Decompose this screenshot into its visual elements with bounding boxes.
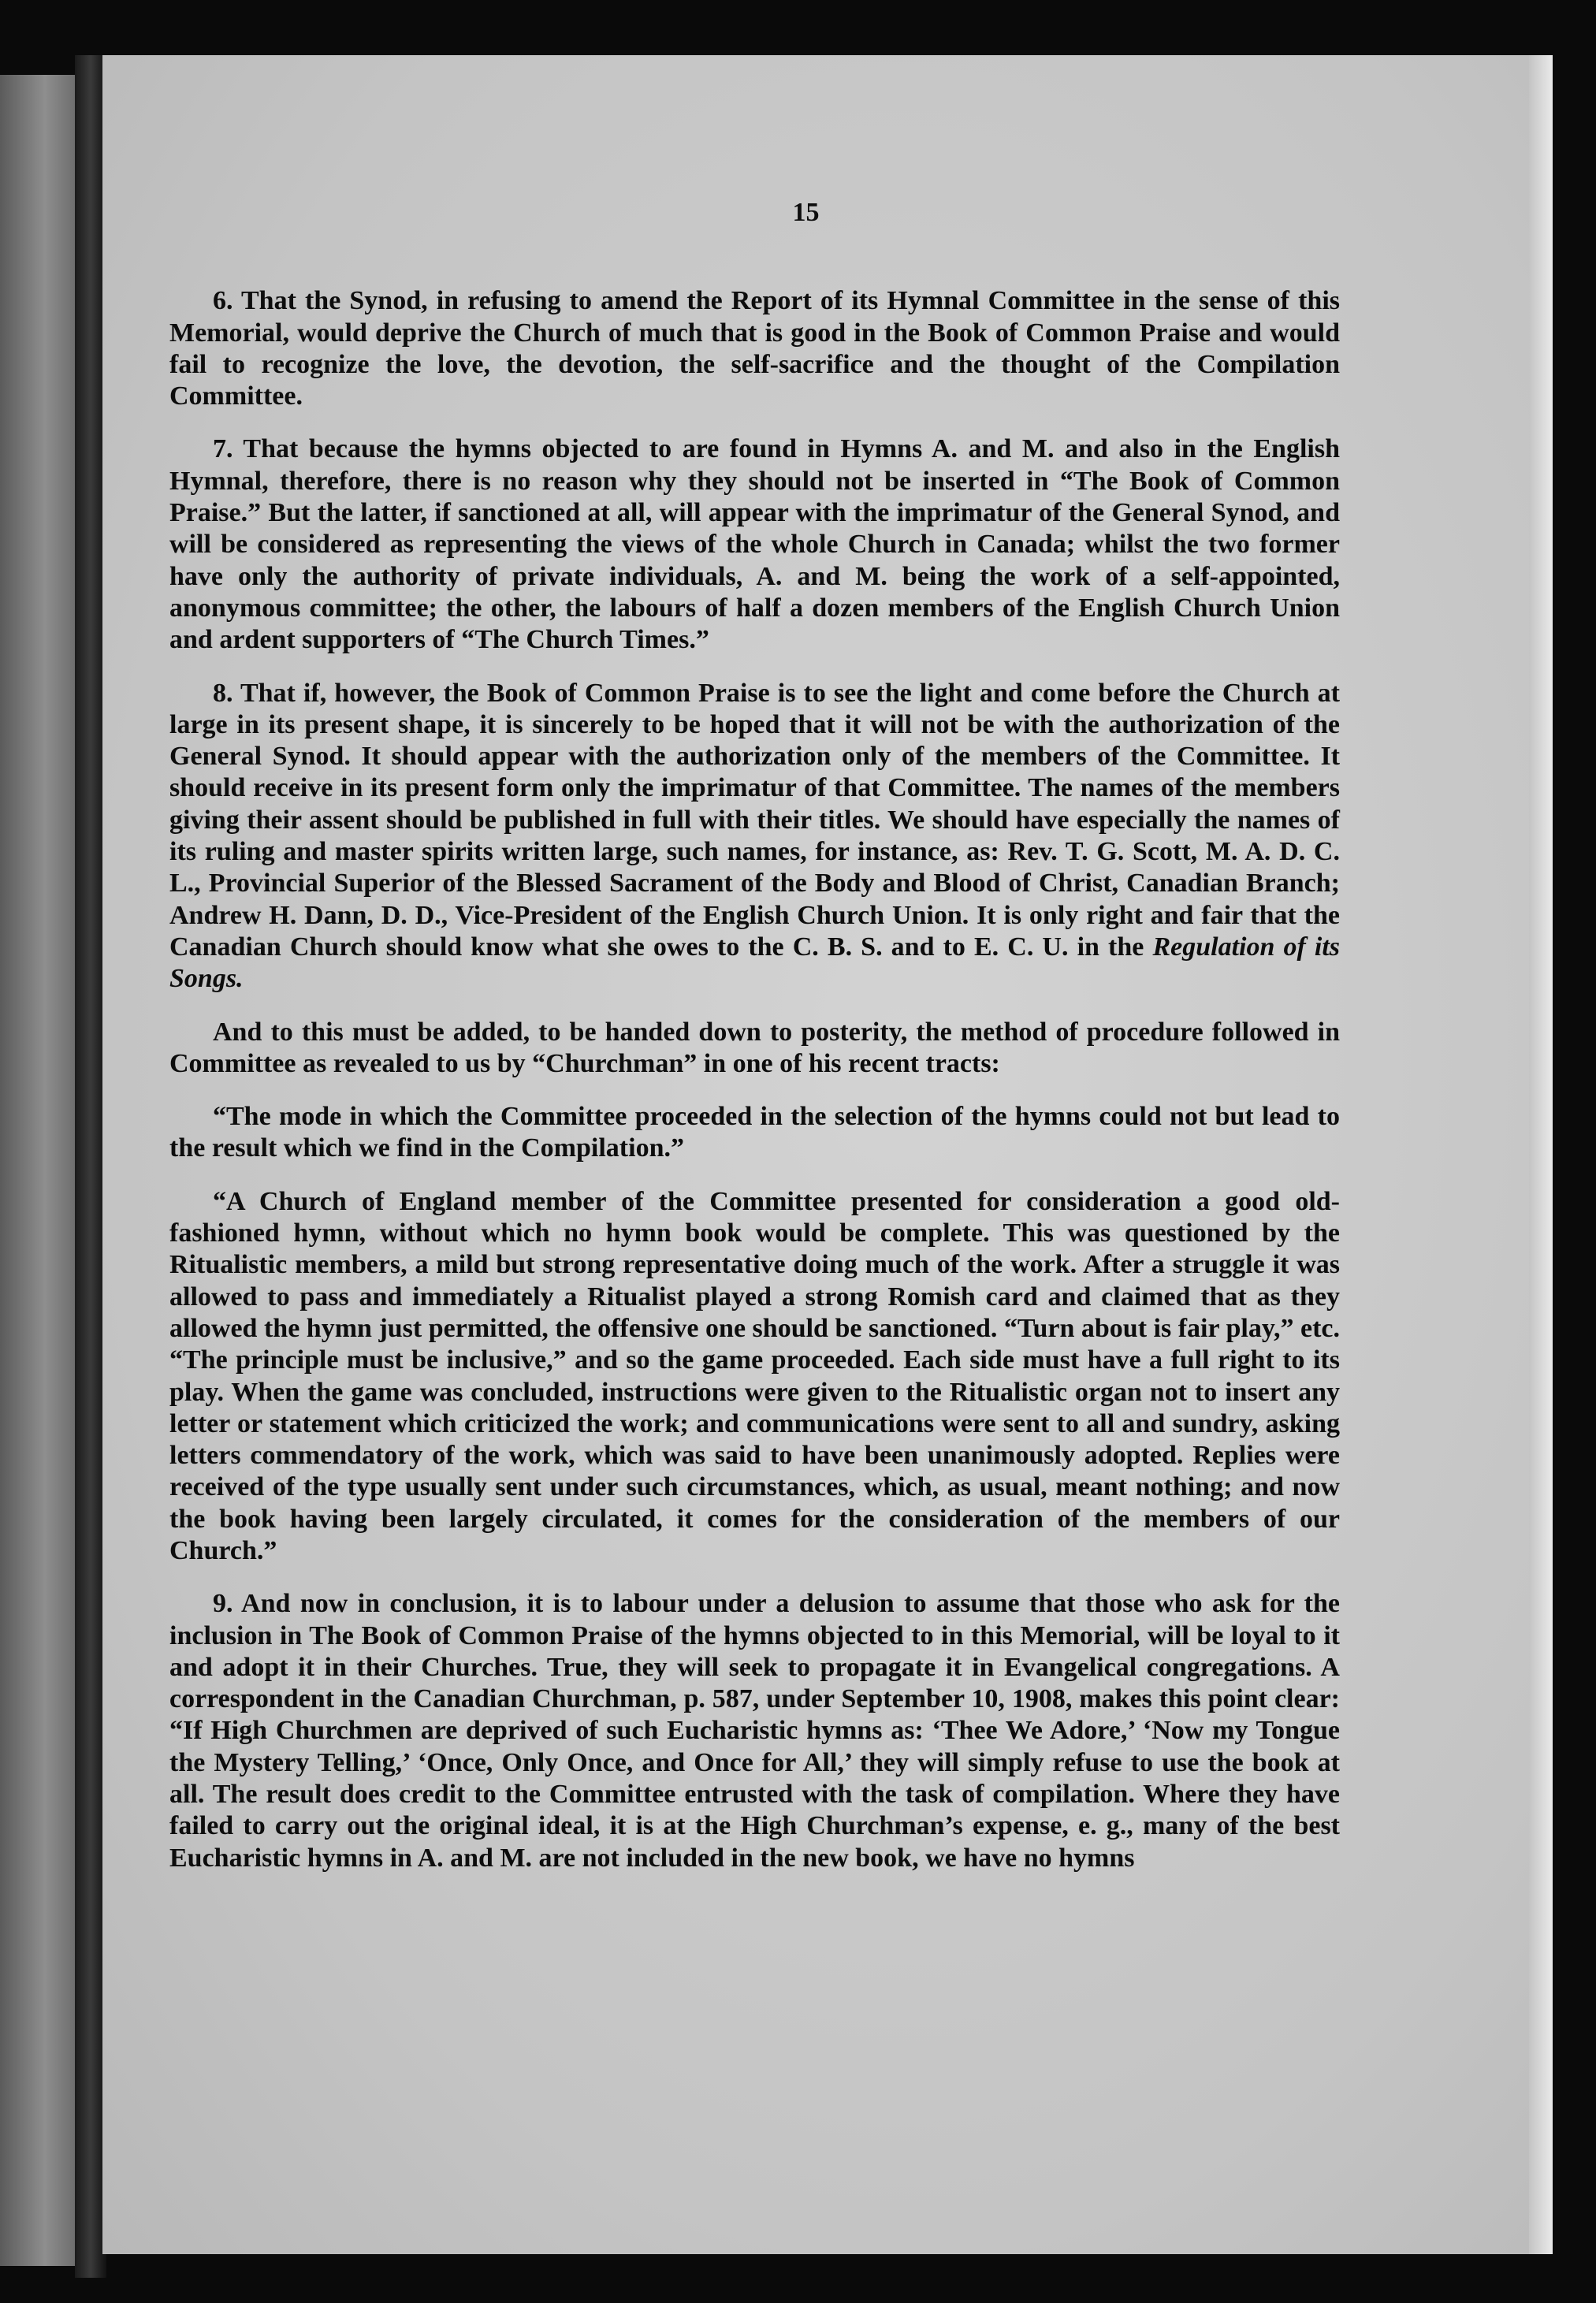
quote-mode: “The mode in which the Committee proceeded in the selection of the hymns could not but lead to the result which we find in the Compilation.” xyxy=(169,1102,1340,1163)
paragraph-9: 9. And now in conclusion, it is to labour under a delusion to assume that those who ask for the inclusion in The Book of Common Praise of the hymns objected to in this Memorial, will be loyal to it and adopt it in their Churches. True, they will seek to propagate it in Evangelical congregations. A correspondent in the Canadian Churchman, p. 587, under September 10, 1908, makes this point clear: “If High Churchmen are deprived of such Eucharistic hymns as: ‘Thee We Adore,’ ‘Now my Tongue the Mystery Telling,’ ‘Once, Only Once, and Once for All,’ they will simply refuse to use the book at all. The result does credit to the Committee entrusted with the task of compilation. Where they have failed to carry out the original ideal, it is at the High Churchman’s expense, e. g., many of the best Eucharistic hymns in A. and M. are not included in the new book, we have no hymns xyxy=(169,1589,1340,1873)
paragraph-8-italic: Regulation of its Songs. xyxy=(169,932,1341,994)
paragraph-7: 7. That because the hymns objected to are found in Hymns A. and M. and also in the English Hymnal, therefore, there is no reason why they should not be inserted in “The Book of Common Praise.” But the latter, if sanctioned at all, will appear with the imprimatur of the General Synod, and will be considered as representing the views of the whole Church in Canada; whilst the two former have only the authority of private individuals, A. and M. being the work of a self-appointed, anonymous committee; the other, the labours of half a dozen members of the English Church Union and ardent supporters of “The Church Times.” xyxy=(169,434,1340,655)
quote-church-of-england: “A Church of England member of the Committee presented for consideration a good old-fashioned hymn, without which no hymn book would be complete. This was questioned by the Ritualistic members, a mild but strong representative doing much of the work. After a struggle it was allowed to pass and immediately a Ritualist played a strong Romish card and claimed that as they allowed the hymn just permitted, the offensive one should be sanctioned. “Turn about is fair play,” etc. “The principle must be inclusive,” and so the game proceeded. Each side must have a full right to its play. When the game was concluded, instructions were given to the Ritualistic organ not to insert any letter or statement which criticized the work; and communications were sent to all and sundry, asking letters commendatory of the work, which was said to have been unanimously adopted. Replies were received of the type usually sent under such circumstances, which, as usual, meant nothing; and now the book having been largely circulated, it comes for the consideration of the members of our Church.” xyxy=(169,1186,1340,1565)
paragraph-8-text: 8. That if, however, the Book of Common Praise is to see the light and come before the Church at large in its present shape, it is sincerely to be hoped that it will not be with the authorization of the General Synod. It should appear with the authorization only of the members of the Committee. It should receive in its present form only the imprimatur of that Committee. The names of the members giving their assent should be published in full with their titles. We should have especially the names of its ruling and master spirits written large, such names, for instance, as: Rev. T. G. Scott, M. A. D. C. L., Provincial Superior of the Blessed Sacrament of the Body and Blood of Christ, Canadian Branch; Andrew H. Dann, D. D., Vice-President of the English Church Union. It is only right and fair that the Canadian Church should know what she owes to the C. B. S. and to E. C. U. in the xyxy=(169,678,1340,962)
page-text xyxy=(169,197,1340,1896)
paragraph-6: 6. That the Synod, in refusing to amend the Report of its Hymnal Committee in the sense of this Memorial, would deprive the Church of much that is good in the Book of Common Praise and would fail to recognize the love, the devotion, the self-sacrifice and the thought of the Compilation Committee. xyxy=(169,286,1340,411)
paragraph-procedure: And to this must be added, to be handed down to posterity, the method of procedure followed in Committee as revealed to us by “Churchman” in one of his recent tracts: xyxy=(169,1017,1340,1078)
page-number: 15 xyxy=(792,198,820,227)
book-gutter xyxy=(75,55,106,2278)
facing-page-edge xyxy=(0,75,75,2266)
page-edge xyxy=(1529,55,1553,2254)
paragraph-8 xyxy=(169,678,1340,995)
